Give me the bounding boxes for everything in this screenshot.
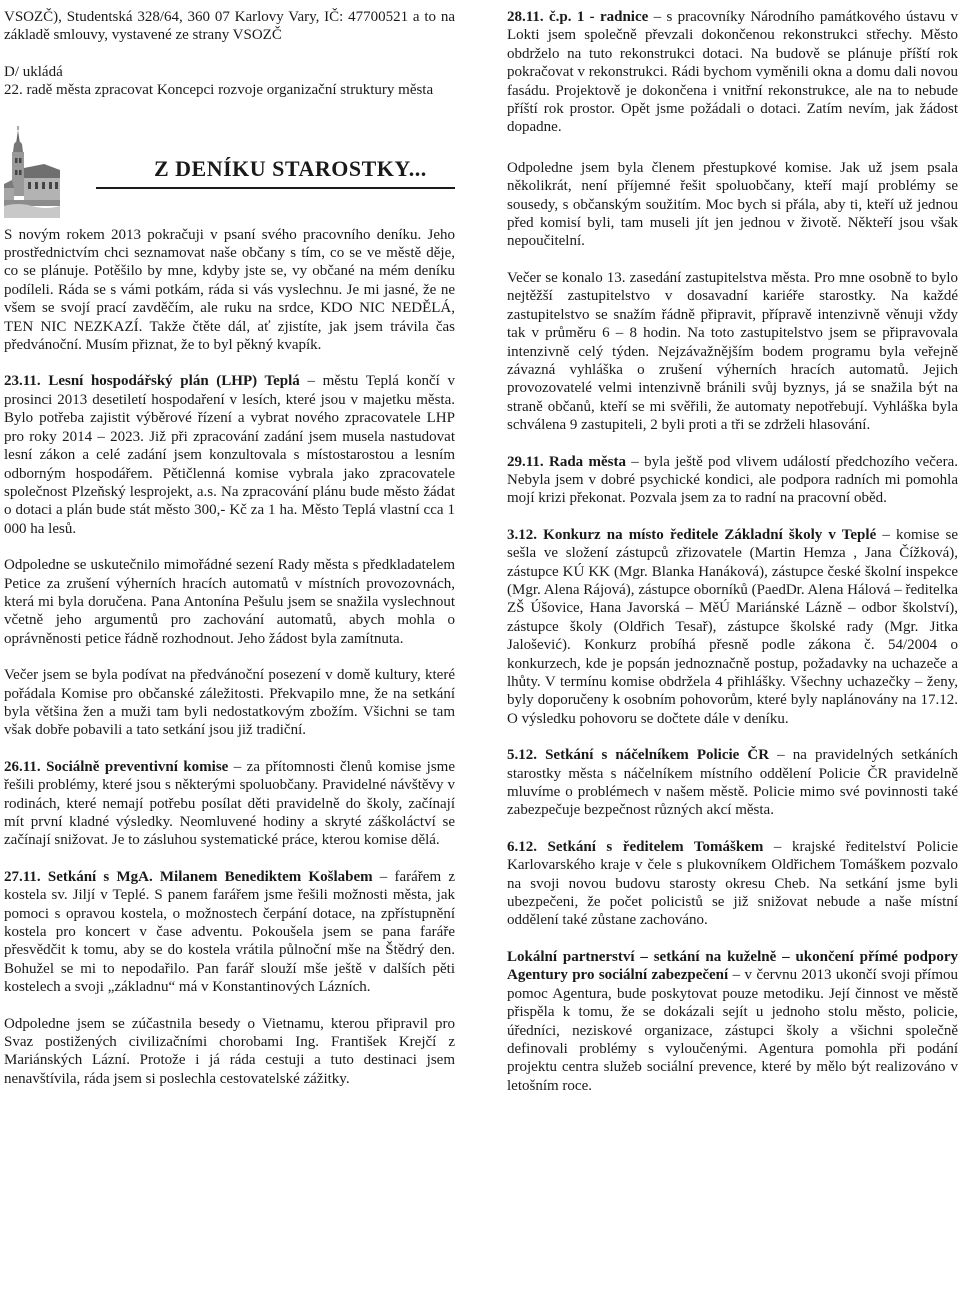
entry-heading: 29.11. Rada města [507, 453, 626, 470]
entry-city-council [507, 453, 958, 508]
entry-body: – v červnu 2013 ukončí svoji přímou pomoc Agentura, bude poskytovat pouze metodiku. Její činnost ve městě přispěla k tomu, že se dokázali sejít u jednoho stolu město, policie, úředníci, neziskové organizace, zástupci školy a všichni společně definovali problémy s vyloučenými. Agentura pomohla při podání projektu centra služeb sociální prevence, které by mělo být realizováno v letošním roce. [507, 967, 958, 1094]
entry-body: – městu Teplá končí v prosinci 2013 desetiletí hospodaření v lesích, které jsou v majetku města. Bylo potřeba zajistit výběrové řízení a vybrat nového zpracovatele LHP pro roky 2014 – 2023. Již při zpracování zadání jsem musela nastudovat lesní zákon a celé zadání jsem konzultovala s místostarostou a lesním odborným hospodářem. Pětičlenná komise vybrala jako zpracovatele společnost Plzeňský lesprojekt, a.s. Na zpracování plánu bude město žádat o dotaci a plán bude stát město 300,- Kč za 1 ha. Město Teplá vlastní cca 1 000 ha lesů. [4, 373, 455, 537]
entry-priest-meeting [4, 868, 455, 997]
entry-heading: 28.11. č.p. 1 - radnice [507, 9, 649, 25]
entry-body: – komise se sešla ve složení zástupců zřizovatele (Martin Hemza , Jana Čížková), zástupce KÚ KK (Mgr. Blanka Hanáková), zástupce české školní inspekce (Mgr. Alena Rájová), zástupce oborníků (PaedDr. Alena Hálová – ředitelka ZŠ Úšovice, Hana Javorská – MěÚ Mariánské Lázně – odbor školství), zástupce školy (Oldřich Tesař), zástupce školské rady (Mgr. Jitka Jalošević). Konkurz probíhá přesně podle zákona č. 54/2004 o konkurzech, kde je popsán jednoznačně postup, požadavky na uchazeče a lhůty. V termínu komise obdržela 4 přihlášky. Všechny uchazečky – ženy, byly doporučeny k osobním pohovorům, které byly naplánovány na 17.12. O výsledku pohovoru se dočtete dále v deníku. [507, 526, 959, 727]
paragraph-vietnam-talk: Odpoledne jsem se zúčastnila besedy o Vietnamu, kterou připravil pro Svaz postižených civilizačními chorobami Ing. František Krejčí z Mariánských Lázní. Protože i já ráda cestuji a tuto destinaci jsem nenavštívila, ráda jsem si poslechla cestovatelské zážitky. [4, 1015, 455, 1087]
entry-heading: 3.12. Konkurz na místo ředitele Základní školy v Teplé [507, 526, 877, 543]
diary-title: Z DENÍKU STAROSTKY... [154, 155, 427, 181]
paragraph-christmas-meeting: Večer jsem se byla podívat na předvánoční posezení v domě kultury, které pořádala Komise pro občanské záležitosti. Překvapilo mne, že na setkání byla většina žen a muži tam byli nedostatkovým zbožím. Všichni se tam však dobře pobavili a tato setkání jsou již tradiční. [4, 667, 455, 739]
column-divider [481, 0, 482, 1290]
entry-heading: 6.12. Setkání s ředitelem Tomáškem [507, 838, 764, 855]
entry-school-director-contest [507, 526, 958, 728]
entry-body: – farářem z kostela sv. Jiljí v Teplé. S panem farářem jsme řešili možnosti města, jak pomoci s opravou kostela, o možnostech čerpání dotace, na zpřístupnění kostela pro koncert v čase adventu. Pokoušela jsem se pana faráře přesvědčit k tomu, aby se do kostela vrátila půlnoční mše na Štědrý den. Bohužel se mi to nepodařilo. Pan farář slouží mše ještě v dalších pěti kostelech a svoji „základnu“ má v Konstantinových Lázních. [4, 868, 455, 996]
entry-local-partnership [507, 948, 958, 1095]
entry-body: – za přítomnosti členů komise jsme řešili problémy, které jsou s některými spoluobčany. Pravidelné návštěvy v rodinách, které nemají potřebu posílat děti pravidelně do školy, začínají mít první kladné výsledky. Neomluvené hodiny a skryté záškoláctví se začínají snižovat. Je to zásluhou systematické práce, kterou komise dělá. [4, 758, 455, 849]
paragraph-petition: Odpoledne se uskutečnilo mimořádné sezení Rady města s předkladatelem Petice za zrušení výherních hracích automatů v místních provozovnách, která mi byla doručena. Pana Antonína Pešulu jsem se snažila vyslechnout včetně jeho argumentů pro zachování automatů, abych mohla o oprávněnosti petice řádně rozhodnout. Jeho žádost byla zamítnuta. [4, 557, 455, 647]
intro-resolution-item: 22. radě města zpracovat Koncepci rozvoje organizační struktury města [4, 82, 434, 99]
heading-underline [96, 187, 455, 189]
entry-director-tomasek [507, 838, 958, 930]
entry-body: – byla ještě pod vlivem událostí předchozího večera. Nebyla jsem v dobré psychické kondici, ale podpora radních mi pomohla mojí krizi překonat. Pozvala jsem za to radní na pracovní oběd. [507, 453, 958, 507]
left-column [4, 8, 455, 1088]
intro-section-label: D/ ukládá [4, 63, 63, 80]
entry-town-hall [507, 8, 958, 137]
entry-heading: 27.11. Setkání s MgA. Milanem Benediktem Košlabem [4, 868, 373, 885]
entry-body: – na pravidelných setkáních starostky města s náčelníkem místního oddělení Policie ČR pravidelně mluvíme o problémech v našem městě. Policie mimo své povinnosti také zabezpečuje bezpečnost různých akcí města. [507, 747, 958, 819]
entry-forest-plan [4, 372, 455, 538]
entry-heading: 23.11. Lesní hospodářský plán (LHP) Teplá [4, 373, 300, 390]
church-illustration-icon [4, 126, 60, 218]
diary-intro-paragraph: S novým rokem 2013 pokračuji v psaní svého pracovního deníku. Jeho prostřednictvím chci seznamovat naše občany s tím, co se ve městě děje, co se plánuje. Potěšilo by mne, kdyby jste se, vy občané na mém deníku podíleli. Ráda se s vámi potkám, ráda si vás vyslechnu. Je mi jasné, že ne všem se svojí prací zavděčím, ale ruku na srdce, KDO NIC NEDĚLÁ, TEN NIC NEZKAZÍ. Takže čtěte dál, ať zjistíte, jak jsem trávila čas předvánoční. Musím přiznat, že to byl pěkný kvapík. [4, 226, 455, 354]
paragraph-misdemeanor-committee: Odpoledne jsem byla členem přestupkové komise. Jak už jsem psala několikrát, není příjemné řešit spoluobčany, kteří mají problémy se sousedy, s občanským soužitím. Moc bych si přála, aby ti, kteří už jednou před komisí byli, tam museli jít jen jednou v životě. Někteří jsou však nepoučitelní. [507, 159, 958, 250]
entry-body: – s pracovníky Národního památkového ústavu v Lokti jsem společně převzali dokončenou rekonstrukci střechy. Město obdrželo na tuto rekonstrukci dotaci. Na budově se plánuje příští rok pokračovat v rekonstrukci. Rádi bychom vyměnili okna a domu dali novou fasádu. Projektově je dokončena i vnitřní rekonstrukce, ale na to nebude příští rok prostor. Opět jsme požádali o dotaci. Zatím nevím, jak žádost dopadne. [507, 9, 958, 136]
entry-heading: Lokální partnerství – setkání na kuželně – ukončení přímé podpory Agentury pro sociální zabezpečení [507, 948, 958, 984]
right-column [507, 8, 958, 1095]
entry-heading: 5.12. Setkání s náčelníkem Policie ČR [507, 747, 770, 764]
entry-heading: 26.11. Sociálně preventivní komise [4, 758, 229, 775]
entry-social-committee [4, 758, 455, 850]
paragraph-council-session: Večer se konalo 13. zasedání zastupitelstva města. Pro mne osobně to bylo nejtěžší zastupitelstvo v dosavadní kariéře starostky. Na každé zastupitelstvo se snažím řádně připravit, přípravě intenzivně věnuji vždy tak v průměru 6 – 8 hodin. Na toto zastupitelstvo jsem se připravovala intenzivně celý týden. Nejzávažnějším bodem programu byla veřejně závazná vyhláška o zrušení výherních hracích automatů. Jejich provozovatelé velmi intenzivně bránili svůj byznys, já se snažila být na straně občanů, kteří se mi svěřili, že automaty nepotřebují. Vyhláška byla schválena 9 zastupiteli, 2 byli proti a tři se zdrželi hlasování. [507, 269, 958, 434]
diary-heading [4, 118, 455, 226]
entry-body: – krajské ředitelství Policie Karlovarského kraje v čele s plukovníkem Oldřichem Tomáškem pozvalo na svoji novou budovu starosty okresu Cheb. Na setkání jsme byli ubezpečeni, že počet policistů se již snižovat nebude a naše místní oddělení také zůstane zachováno. [507, 838, 958, 929]
entry-police-chief-meeting [507, 746, 958, 820]
intro-address: VSOZČ), Studentská 328/64, 360 07 Karlovy Vary, IČ: 47700521 a to na základě smlouvy, vystavené ze strany VSOZČ [4, 9, 455, 44]
